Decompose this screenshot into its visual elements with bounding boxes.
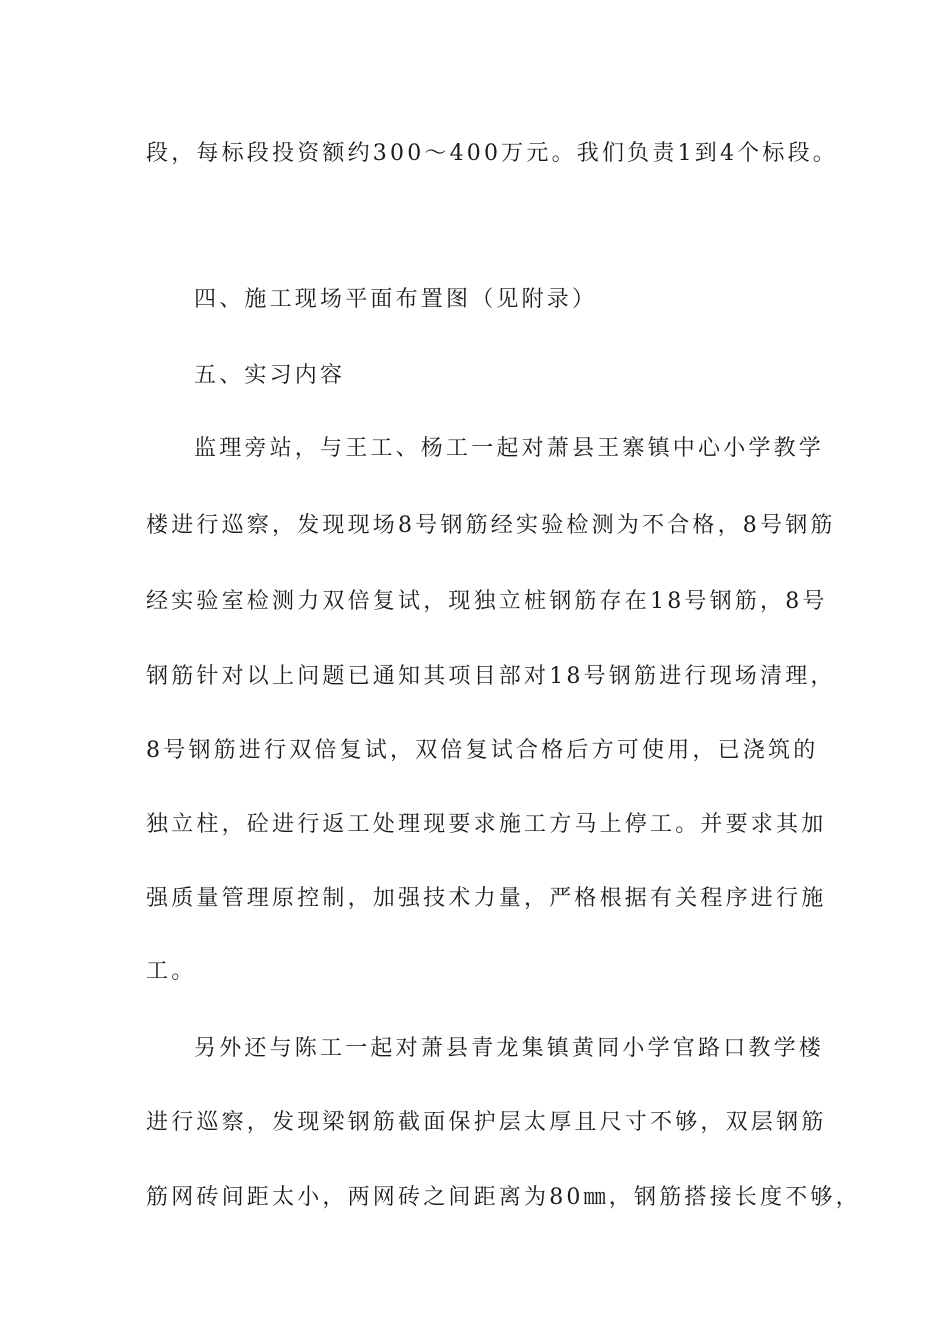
paragraph-line: 工。 <box>146 959 197 984</box>
paragraph-line: 独立柱，砼进行返工处理现要求施工方马上停工。并要求其加 <box>146 812 827 837</box>
section-heading-4: 四、施工现场平面布置图（见附录） <box>194 287 598 312</box>
paragraph-line: 监理旁站，与王工、杨工一起对萧县王寨镇中心小学教学 <box>194 436 825 461</box>
paragraph-line: 钢筋针对以上问题已通知其项目部对18号钢筋进行现场清理， <box>146 664 836 689</box>
paragraph-line: 强质量管理原控制，加强技术力量，严格根据有关程序进行施 <box>146 886 827 911</box>
section-heading-5: 五、实习内容 <box>194 363 346 388</box>
paragraph-line: 楼进行巡察，发现现场8号钢筋经实验检测为不合格，8号钢筋 <box>146 513 836 538</box>
paragraph-line: 段，每标段投资额约300～400万元。我们负责1到4个标段。 <box>146 141 838 166</box>
paragraph-line: 进行巡察，发现梁钢筋截面保护层太厚且尺寸不够，双层钢筋 <box>146 1110 827 1135</box>
paragraph-line: 8号钢筋进行双倍复试，双倍复试合格后方可使用，已浇筑的 <box>146 738 819 763</box>
paragraph-line: 经实验室检测力双倍复试，现独立桩钢筋存在18号钢筋，8号 <box>146 589 828 614</box>
paragraph-line: 筋网砖间距太小，两网砖之间距离为80㎜，钢筋搭接长度不够， <box>146 1185 861 1210</box>
paragraph-line: 另外还与陈工一起对萧县青龙集镇黄同小学官路口教学楼 <box>194 1036 825 1061</box>
